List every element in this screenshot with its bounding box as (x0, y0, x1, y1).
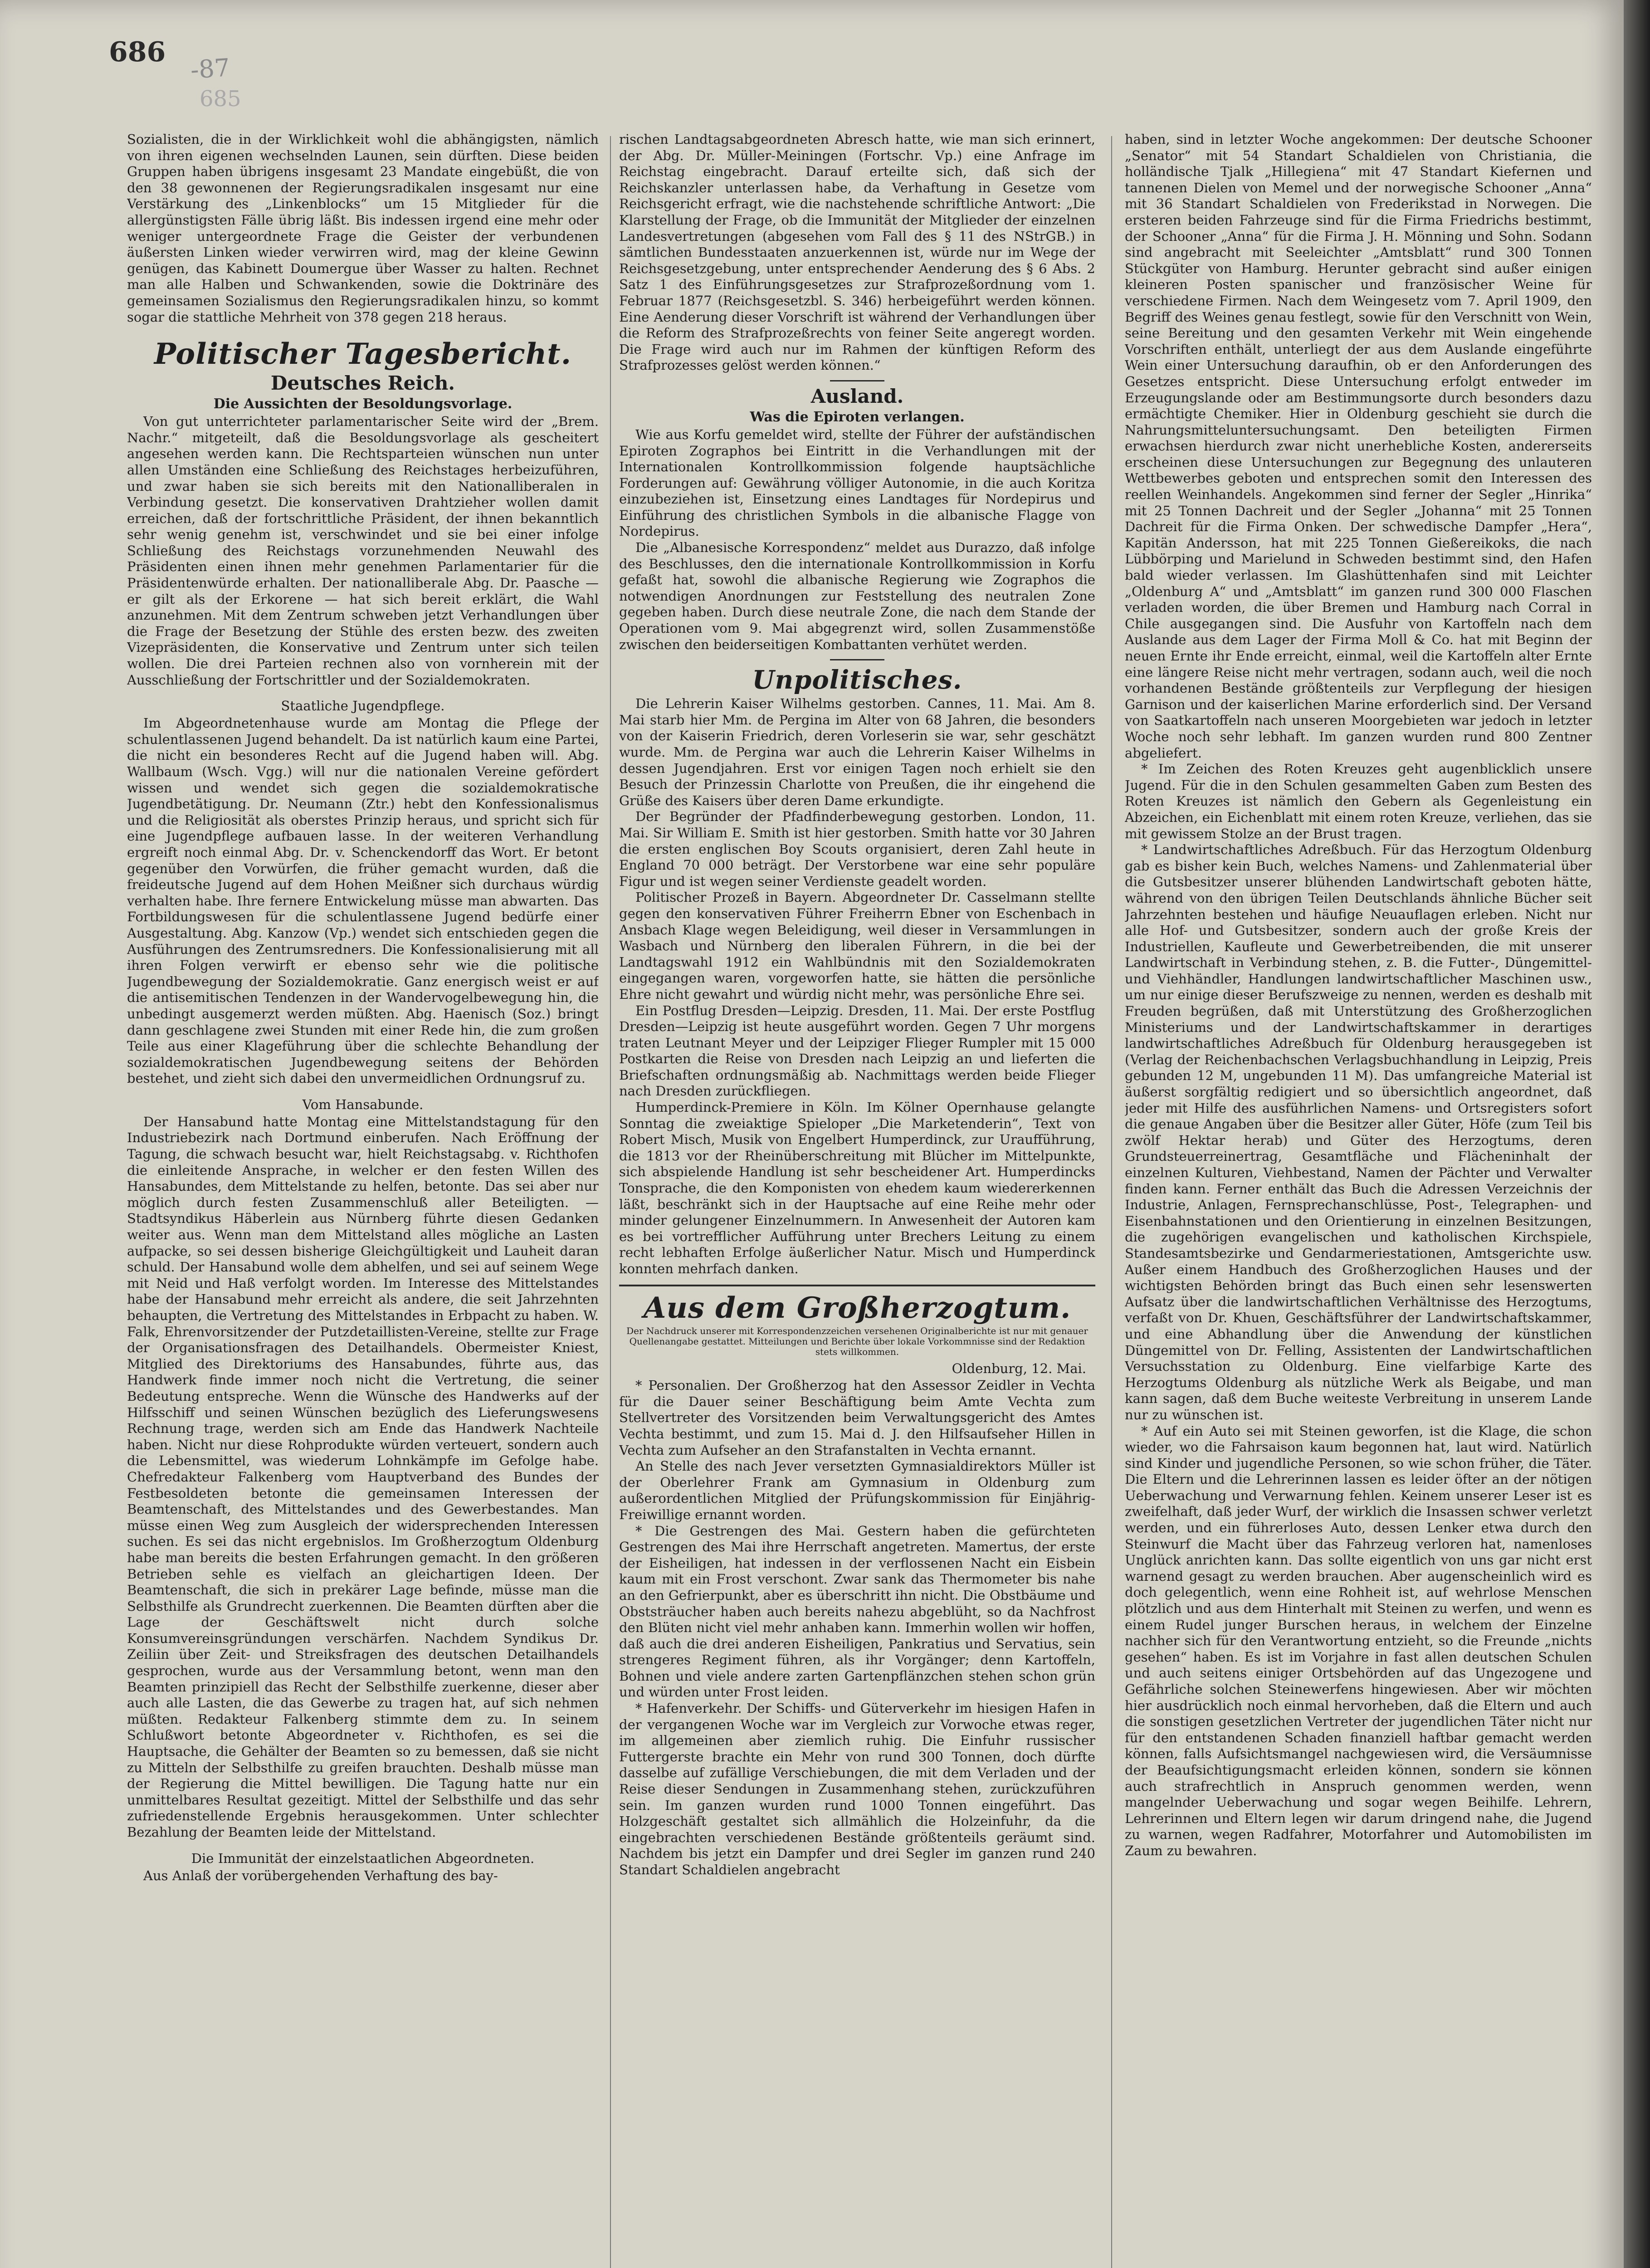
article-headline: Vom Hansabunde. (302, 1096, 424, 1112)
subsection-heading: Deutsches Reich. (270, 372, 455, 395)
column-3 (1125, 132, 1592, 2268)
page-edge-shadow (1624, 0, 1650, 2268)
article-headline: Was die Epiroten verlangen. (750, 409, 965, 425)
old-page-number: -87 (189, 53, 231, 84)
article-text: Sozialisten, die in der Wirklichkeit wohl die abhängigsten, nämlich von ihren eigenen wechselnden Launen, sein dürften. Diese beiden Gruppen haben übrigens insgesamt 23 Mandate eingebüßt, die von den 38 gewonnenen der Regierungsradikalen insgesamt nur eine Verstärkung des „Linkenblocks“ um 15 Mitglieder für die allergünstigsten Fälle übrig läßt. Bis indessen irgend eine mehr oder weniger untergeordnete Frage die Geister der verbundenen äußersten Linken wieder verwirren wird, mag der kleine Gewinn genügen, das Kabinett Doumergue über Wasser zu halten. Rechnet man alle Halben und Schwankenden, sowie die Doktrinäre des gemeinsamen Sozialismus den Regierungsradikalen hinzu, so kommt sogar die stattliche Mehrheit von 378 gegen 218 heraus. (127, 132, 599, 325)
article-text: * Im Zeichen des Roten Kreuzes geht augenblicklich unsere Jugend. Für die in den Schulen gesammelten Gaben zum Besten des Roten Kreuzes ist nämlich den Gebern als Gegenleistung ein Abzeichen, ein Eichenblatt mit einem roten Kreuze, verliehen, das sie mit gewissem Stolze an der Brust tragen. (1125, 761, 1592, 841)
section-heading: Politischer Tagesbericht. (154, 337, 572, 371)
column-divider (610, 136, 611, 2268)
column-divider (1111, 136, 1112, 2268)
article-text: * Auf ein Auto sei mit Steinen geworfen, ist die Klage, die schon wieder, wo die Fahrsaison kaum begonnen hat, laut wird. Natürlich sind Kinder und jugendliche Personen, so wie schon früher, die Täter. Die Eltern und die Lehrerinnen lassen es leider öfter an der nötigen Ueberwachung und Verwarnung fehlen. Keinem unserer Leser ist es zweifelhaft, daß jeder Wurf, der wirklich die Insassen schwer verletzt werden, und ein führerloses Auto, dessen Lenker etwa durch den Steinwurf die Macht über das Fahrzeug verloren hat, namenloses Unglück anrichten kann. Das sollte eigentlich von uns gar nicht erst warnend gesagt zu werden brauchen. Aber augenscheinlich wird es doch gelegentlich, wenn eine Rohheit ist, auf wehrlose Menschen plötzlich und aus dem Hinterhalt mit Steinen zu werfen, und wenn es einem Rudel junger Burschen heraus, in welchem der Einzelne nachher sich für den Verantwortung entzieht, so die Freunde „nichts gesehen“ haben. Es ist im Vorjahre in fast allen deutschen Schulen und auch seitens einiger Ortsbehörden auf das Ungezogene und Gefährliche solchen Steinewerfens hingewiesen. Aber wir möchten hier ausdrücklich noch einmal hervorheben, daß die Eltern und auch die sonstigen gesetzlichen Vertreter der jugendlichen Täter nicht nur für den entstandenen Schaden finanziell haftbar gemacht werden können, falls Aufsichtsmangel nachgewiesen wird, die Versäumnisse der Beaufsichtigungsmacht erleiden können, sondern sie können auch strafrechtlich in Anspruch genommen werden, wenn mangelnder Ueberwachung und sogar wegen Beihilfe. Lehrern, Lehrerinnen und Eltern legen wir darum dringend nahe, die Jugend zu warnen, wegen Radfahrer, Motorfahrer und Automobilisten im Zaum zu bewahren. (1125, 1423, 1592, 1858)
article-text: rischen Landtagsabgeordneten Abresch hatte, wie man sich erinnert, der Abg. Dr. Müller-Meiningen (Fortschr. Vp.) eine Anfrage im Reichstag eingebracht. Darauf erteilte sich, daß sich der Reichskanzler unterlassen habe, da Verhaftung in Gesetze vom Reichsgericht erfragt, wie die nachstehende schriftliche Antwort: „Die Klarstellung der Frage, ob die Immunität der Mitglieder der einzelnen Landesvertretungen (abgesehen vom Fall des § 11 des NStrGB.) in sämtlichen Bundesstaaten anzuerkennen ist, würde nur im Wege der Reichsgesetzgebung, unter entsprechender Aenderung des § 6 Abs. 2 Satz 1 des Einführungsgesetzes zur Strafprozeßordnung vom 1. Februar 1877 (Reichsgesetzbl. S. 346) herbeigeführt werden können. Eine Aenderung dieser Vorschrift ist während der Verhandlungen über die Reform des Strafprozeßrechts von feiner Seite angeregt worden. Die Frage wird auch nur im Rahmen der künftigen Reform des Strafprozesses gelöst werden können.“ (619, 132, 1095, 373)
article-text: An Stelle des nach Jever versetzten Gymnasialdirektors Müller ist der Oberlehrer Frank am Gymnasium in Oldenburg zum außerordentlichen Mitglied der Prüfungskommission für Einjährig-Freiwillige ernannt worden. (619, 1458, 1095, 1522)
article-text: * Hafenverkehr. Der Schiffs- und Güterverkehr im hiesigen Hafen in der vergangenen Woche war im Vergleich zur Vorwoche etwas reger, im allgemeinen aber ziemlich ruhig. Die Einfuhr russischer Futtergerste brachte ein Mehr von rund 300 Tonnen, doch dürfte dasselbe auf zufällige Verschiebungen, die mit dem Verladen und der Reise dieser Sendungen in Zusammenhang stehen, zurückzuführen sein. Im ganzen wurden rund 1000 Tonnen eingeführt. Das Holzgeschäft gestaltet sich allmählich die Holzeinfuhr, da die eingebrachten verschiedenen Bestände größtenteils geräumt sind. Nachdem bis jetzt ein Dampfer und drei Segler im ganzen rund 240 Standart Schaldielen angebracht (619, 1701, 1095, 1877)
old-page-number-2: 685 (200, 86, 241, 112)
separator-rule (830, 659, 884, 660)
article-text: haben, sind in letzter Woche angekommen: Der deutsche Schooner „Senator“ mit 54 Standart Schaldielen von Christiania, die holländische Tjalk „Hillegiena“ mit 47 Standart Kiefernen und tannenen Dielen von Memel und der norwegische Schooner „Anna“ mit 36 Standart Schaldielen von Frederikstad in Norwegen. Die ersteren beiden Fahrzeuge sind für die Firma Friedrichs bestimmt, der Schooner „Anna“ für die Firma J. H. Mönning und Sohn. Sodann sind angebracht mit Seeleichter „Amtsblatt“ rund 300 Tonnen Stückgüter von Hamburg. Herunter gebracht sind außer einigen kleineren Posten spanischer und französischer Weine für verschiedene Firmen. Nach dem Weingesetz vom 7. April 1909, den Begriff des Weines genau festlegt, sowie für den Verschnitt von Wein, seine Bereitung und den gesamten Verkehr mit Wein eingehende Vorschriften enthält, unterliegt der aus dem Auslande eingeführte Wein einer Untersuchung daraufhin, ob er den Anforderungen des Gesetzes entspricht. Diese Untersuchung erfolgt entweder im Erzeugungslande oder am Bestimmungsorte durch besonders dazu ermächtigte Chemiker. Hier in Oldenburg geschieht sie durch die Nahrungsmitteluntersuchungsamt. Den beteiligten Firmen erwachsen hierdurch zwar nicht unerhebliche Kosten, andererseits erscheinen diese Untersuchungen zur Begegnung des unlauteren Wettbewerbes geboten und entsprechen somit den Interessen des reellen Weinhandels. Angekommen sind ferner der Segler „Hinrika“ mit 25 Tonnen Dachreit und der Segler „Johanna“ mit 25 Tonnen Dachreit für die Firma Onken. Der schwedische Dampfer „Hera“, Kapitän Andersson, hat mit 225 Tonnen Gießereikoks, die nach Lübbörping und Marielund in Schweden bestimmt sind, den Hafen bald wieder verlassen. Im Glashüttenhafen sind mit Leichter „Oldenburg A“ und „Amtsblatt“ im ganzen rund 300 000 Flaschen verladen worden, die über Bremen und Hamburg nach Corral in Chile ausgegangen sind. Die Ausfuhr von Kartoffeln nach dem Auslande aus dem Lager der Firma Moll & Co. hat mit Beginn der neuen Ernte ihr Ende erreicht, einmal, weil die Kartoffeln alter Ernte eine längere Reise nicht mehr vertragen, sodann auch, weil die noch vorhandenen Bestände größtenteils zur Verpflegung der hiesigen Garnison und der kaiserlichen Marine erforderlich sind. Der Versand von Saatkartoffeln nach unseren Moorgebieten war jedoch in letzter Woche noch sehr lebhaft. Im ganzen wurden rund 800 Zentner abgeliefert. (1125, 132, 1592, 761)
article-text: Humperdinck-Premiere in Köln. Im Kölner Opernhause gelangte Sonntag die zweiaktige Spieloper „Die Marketenderin“, Text von Robert Misch, Musik von Engelbert Humperdinck, zur Uraufführung, die 1813 vor der Rheinüberschreitung mit Blücher im Mittelpunkte, sich abspielende Handlung ist sehr bescheidener Art. Humperdincks Tonsprache, die den Komponisten von ehedem kaum wiedererkennen läßt, beschränkt sich in der Hauptsache auf eine Reihe mehr oder minder gelungener Einzelnummern. In Anwesenheit der Autoren kam es bei vortrefflicher Aufführung unter Brechers Leitung zu einem recht lebhaften Erfolge äußerlicher Natur. Misch und Humperdinck konnten mehrfach danken. (619, 1100, 1095, 1276)
separator-rule (830, 380, 884, 381)
article-headline: Die Immunität der einzelstaatlichen Abgeordneten. (191, 1850, 535, 1866)
article-text: * Die Gestrengen des Mai. Gestern haben die gefürchteten Gestrengen des Mai ihre Herrschaft angetreten. Mamertus, der erste der Eisheiligen, hat indessen in der verflossenen Nacht ein Eisbein kaum mit ein Frost verschont. Zwar sank das Thermometer bis nahe an den Gefrierpunkt, aber es überschritt ihn nicht. Die Obstbäume und Obststräucher haben auch bereits nahezu abgeblüht, so da Nachfrost den Blüten nicht viel mehr anhaben kann. Immerhin wollen wir hoffen, daß auch die drei anderen Eisheiligen, Pankratius und Servatius, sein strengeres Regiment führen, als ihr Vorgänger; denn Kartoffeln, Bohnen und viele andere zarten Gartenpflänzchen stehen schon grün und würden unter Frost leiden. (619, 1523, 1095, 1700)
article-text: Der Hansabund hatte Montag eine Mittelstandstagung für den Industriebezirk nach Dortmund einberufen. Nach Eröffnung der Tagung, die schwach besucht war, hielt Reichstagsabg. v. Richthofen die einleitende Ansprache, in welcher er den festen Willen des Hansabundes, dem Mittelstande zu helfen, betonte. Das sei aber nur möglich durch festen Zusammenschluß aller Beteiligten. — Stadtsyndikus Häberlein aus Nürnberg führte diesen Gedanken weiter aus. Wenn man dem Mittelstand alles mögliche an Lasten aufpacke, so sei dessen bisherige Gleichgültigkeit und Lauheit daran schuld. Der Hansabund wolle dem abhelfen, und sei auf seinem Wege mit Neid und Haß verfolgt worden. Im Interesse des Mittelstandes habe der Hansabund mehr erreicht als andere, die seit Jahrzehnten behaupten, die Vertretung des Mittelstandes in Erbpacht zu haben. W. Falk, Ehrenvorsitzender der Putzdetaillisten-Vereine, stellte zur Frage der Organisationsfragen des Detailhandels. Obermeister Kniest, Mitglied des Direktoriums des Hansabundes, führte aus, das Handwerk finde immer noch nicht die Vertretung, die seiner Bedeutung entspreche. Wenn die Wünsche des Handwerks auf der Hilfsschiff und seinen Wünschen bezüglich des Lieferungswesens Rechnung trage, werden sich am Ende das Handwerk Nachteile haben. Nicht nur diese Rohprodukte würden verteuert, sondern auch die Lebensmittel, was wiederum Lohnkämpfe im Gefolge habe. Chefredakteur Falkenberg vom Hauptverband des Bundes der Festbesoldeten betonte die gemeinsamen Interessen der Beamtenschaft, des Mittelstandes und des Gewerbestandes. Man müsse einen Weg zum Ausgleich der widersprechenden Interessen suchen. Es sei das nicht ergebnislos. Im Großherzogtum Oldenburg habe man bereits die besten Erfahrungen gemacht. In den größeren Betrieben sehle es vielfach an gleichartigen Ideen. Der Beamtenschaft, die sich in prekärer Lage befinde, müsse man die Selbsthilfe als Grundrecht zuerkennen. Die Beamten dürften aber die Lage der Geschäftswelt nicht durch solche Konsumvereinsgründungen verschärfen. Nachdem Syndikus Dr. Zeiliin über Zeit- und Streiksfragen des deutschen Detailhandels gesprochen, wurde aus der Versammlung betont, wenn man den Beamten prinzipiell das Recht der Selbsthilfe zuerkenne, dieser aber auch alle Lasten, die das Gewerbe zu tragen hat, auf sich nehmen müßten. Redakteur Falkenberg stimmte dem zu. In seinem Schlußwort betonte Abgeordneter v. Richthofen, es sei die Hauptsache, die Gehälter der Beamten so zu bemessen, daß sie nicht zu Mitteln der Selbsthilfe zu greifen brauchten. Deshalb müsse man der Regierung die Mittel bewilligen. Die Tagung hatte nur ein unmittelbares Resultat gezeitigt. Mittel der Selbsthilfe und das sehr zufriedenstellende Ergebnis herausgekommen. Unter schlechter Bezahlung der Beamten leide der Mittelstand. (127, 1114, 599, 1840)
dateline: Oldenburg, 12. Mai. (952, 1360, 1086, 1376)
article-text: Im Abgeordnetenhause wurde am Montag die Pflege der schulentlassenen Jugend behandelt. Da ist natürlich kaum eine Partei, die nicht ein besonderes Recht auf die Jugend haben will. Abg. Wallbaum (Wsch. Vgg.) will nur die nationalen Vereine gefördert wissen und wendet sich gegen die sozialdemokratische Jugendbetätigung. Dr. Neumann (Ztr.) hebt den Konfessionalismus und die Religiosität als oberstes Prinzip heraus, und spricht sich für eine Jugendpflege aufbauen lasse. In der weiteren Verhandlung ergreift noch einmal Abg. Dr. v. Schenckendorff das Wort. Er betont gegenüber den Vorwürfen, die früher gemacht wurden, daß die freideutsche Jugend auf dem Hohen Meißner sich durchaus würdig verhalten habe. Ihre fernere Entwickelung müsse man abwarten. Das Fortbildungswesen für die schulentlassene Jugend bedürfe einer Ausgestaltung. Abg. Kanzow (Vp.) wendet sich entschieden gegen die Ausführungen des Zentrumsredners. Die Konfessionalisierung mit all ihren Folgen verwirft er ebenso sehr wie die politische Jugendbewegung der Sozialdemokratie. Ganz energisch weist er auf die antisemitischen Tendenzen in der Wandervogelbewegung hin, die unbedingt ausgemerzt werden müßten. Abg. Haenisch (Soz.) bringt dann geschlagene zwei Stunden mit einer Rede hin, die zum großen Teile aus einer Klageführung über die schlechte Behandlung der sozialdemokratischen Jugendbewegung seitens der Behörden bestehet, und zieht sich dabei den unvermeidlichen Ordnungsruf zu. (127, 715, 599, 1086)
article-text: Politischer Prozeß in Bayern. Abgeordneter Dr. Casselmann stellte gegen den konservativen Führer Freiherrn Ebner von Eschenbach in Ansbach Klage wegen Beleidigung, weil dieser in Versammlungen in Wasbach und Nürnberg den liberalen Führern, in die bei der Landtagswahl 1912 ein Wahlbündnis mit den Sozialdemokraten eingegangen waren, vorgeworfen hatte, sie hätten die persönliche Ehre nicht gewahrt und würdig nicht mehr, was persönliche Ehre sei. (619, 890, 1095, 1002)
separator-rule (619, 1285, 1095, 1286)
article-text: Die „Albanesische Korrespondenz“ meldet aus Durazzo, daß infolge des Beschlusses, den die internationale Kontrollkommission in Korfu gefaßt hat, sowohl die albanische Regierung wie Zographos die notwendigen Anordnungen zur Feststellung des neutralen Zone gegeben haben. Durch diese neutrale Zone, die nach dem Stande der Operationen vom 9. Mai abgegrenzt wird, sollen Zusammenstöße zwischen den beiderseitigen Kombattanten verhütet werden. (619, 540, 1095, 652)
article-text: Der Begründer der Pfadfinderbewegung gestorben. London, 11. Mai. Sir William E. Smith ist hier gestorben. Smith hatte vor 30 Jahren die ersten englischen Boy Scouts organisiert, deren Zahl heute in England 70 000 beträgt. Der Verstorbene war eine sehr populäre Figur und ist wegen seiner Verdienste geadelt worden. (619, 809, 1095, 889)
article-text: * Personalien. Der Großherzog hat den Assessor Zeidler in Vechta für die Dauer seiner Beschäftigung beim Amte Vechta zum Stellvertreter des Vorsitzenden beim Verwaltungsgericht des Amtes Vechta bestimmt, und zum 15. Mai d. J. den Hilfsaufseher Hillen in Vechta zum Aufseher an den Strafanstalten in Vechta ernannt. (619, 1378, 1095, 1458)
article-headline: Staatliche Jugendpflege. (281, 698, 445, 714)
article-text: Ein Postflug Dresden—Leipzig. Dresden, 11. Mai. Der erste Postflug Dresden—Leipzig ist heute ausgeführt worden. Gegen 7 Uhr morgens traten Leutnant Meyer und der Leipziger Flieger Rumpler mit 15 000 Postkarten die Reise von Dresden nach Leipzig an und lieferten die Briefschaften ordnungsmäßig ab. Nachmittags werden beide Flieger nach Dresden zurückfliegen. (619, 1002, 1095, 1099)
page-number: 686 (109, 36, 166, 68)
section-heading: Unpolitisches. (752, 665, 962, 695)
section-heading: Aus dem Großherzogtum. (643, 1290, 1071, 1325)
article-text: * Landwirtschaftliches Adreßbuch. Für das Herzogtum Oldenburg gab es bisher kein Buch, welches Namens- und Zahlenmaterial über die Gutsbesitzer unserer blühenden Landwirtschaft geboten hätte, während von den übrigen Teilen Deutschlands ähnliche Bücher seit Jahrzehnten bestehen und häufige Neuauflagen erleben. Nicht nur alle Hof- und Gutsbesitzer, sondern auch der große Kreis der Industriellen, Kaufleute und Gewerbetreibenden, die mit unserer Landwirtschaft in Verbindung stehen, z. B. die Futter-, Düngemittel- und Viehhändler, Handlungen landwirtschaftlicher Maschinen usw., um nur einige dieser Berufszweige zu nennen, werden es deshalb mit Freuden begrüßen, daß mit Unterstützung des Großherzoglichen Ministeriums und der Landwirtschaftskammer in derartiges landwirtschaftliches Adreßbuch für Oldenburg herausgegeben ist (Verlag der Reichenbachschen Verlagsbuchhandlung in Leipzig, Preis gebunden 12 M, ungebunden 11 M). Das umfangreiche Material ist äußerst sorgfältig redigiert und so übersichtlich angeordnet, daß jeder mit Hilfe des ausführlichen Namens- und Ortsregisters sofort die genaue Angaben über die Besitzer aller Güter, Höfe (zum Teil bis zwölf Hektar herab) und Güter des Herzogtums, deren Grundsteuerreinertrag, Gesamtfläche und Flächeninhalt der einzelnen Kulturen, Viehbestand, Namen der Pächter und Verwalter finden kann. Ferner enthält das Buch die Adressen Verzeichnis der Industrie, Anlagen, Fernsprechanschlüsse, Post-, Telegraphen- und Eisenbahnstationen und den Orientierung in einzelnen Besitzungen, die zugehörigen evangelischen und katholischen Kirchspiele, Standesamtsbezirke und Gendarmeriestationen, Amtsgerichte usw. Außer einem Handbuch des Großherzoglichen Hauses und der wichtigsten Behörden bringt das Buch einen sehr lesenswerten Aufsatz über die landwirtschaftlichen Verhältnisse des Herzogtums, verfaßt von Dr. Khuen, Geschäftsführer der Landwirtschaftskammer, und eine Abhandlung über die Anwendung der künstlichen Düngemittel von Dr. Felling, Assistenten der Landwirtschaftlichen Versuchsstation zu Oldenburg. Eine vielfarbige Karte des Herzogtums Oldenburg als nützliche Werk als Beigabe, und man kann sagen, daß dem Buche weiteste Verbreitung in unserem Lande nur zu wünschen ist. (1125, 842, 1592, 1422)
column-2 (619, 132, 1095, 2268)
article-text: Aus Anlaß der vorübergehenden Verhaftung des bay- (143, 1867, 498, 1883)
article-headline: Die Aussichten der Besoldungsvorlage. (213, 396, 513, 412)
article-text: Die Lehrerin Kaiser Wilhelms gestorben. Cannes, 11. Mai. Am 8. Mai starb hier Mm. de Pergina im Alter von 68 Jahren, die besonders von der Kaiserin Friedrich, deren Vorleserin sie war, sehr geschätzt wurde. Mm. de Pergina war auch die Lehrerin Kaiser Wilhelms in dessen Jugendjahren. Erst vor einigen Tagen noch erhielt sie den Besuch der Prinzessin Charlotte von Preußen, die ihr eingehend die Grüße des Kaisers über deren Dame erkundigte. (619, 696, 1095, 808)
column-1 (127, 132, 599, 2268)
article-text: Von gut unterrichteter parlamentarischer Seite wird der „Brem. Nachr.“ mitgeteilt, daß die Besoldungsvorlage als gescheitert angesehen werden kann. Die Rechtsparteien wünschen nun unter allen Umständen eine Schließung des Reichstages herbeizuführen, und zwar haben sie sich bereits mit den Nationalliberalen in Verbindung gesetzt. Die konservativen Drahtzieher wollen damit erreichen, daß der fortschrittliche Präsident, der ihnen bekanntlich sehr wenig genehm ist, verschwindet und sie bei einer infolge Schließung des Reichstags vorzunehmenden Neuwahl des Präsidenten einen ihnen mehr genehmen Parlamentarier für die Präsidentenwürde erhalten. Der nationalliberale Abg. Dr. Paasche — er gilt als der Erkorene — hat sich bereit erklärt, die Wahl anzunehmen. Mit dem Zentrum schweben jetzt Verhandlungen über die Frage der Besetzung der Stühle des ersten bezw. des zweiten Vizepräsidenten, die Konservative und Zentrum unter sich teilen wollen. Die drei Parteien rechnen also von vornherein mit der Ausschließung der Fortschrittler und der Sozialdemokraten. (127, 414, 599, 688)
subsection-heading: Ausland. (810, 385, 904, 407)
article-text: Wie aus Korfu gemeldet wird, stellte der Führer der aufständischen Epiroten Zographos bei Eintritt in die Verhandlungen mit der Internationalen Kontrollkommission folgende hauptsächliche Forderungen auf: Gewährung völliger Autonomie, in die auch Koritza einzubeziehen ist, Einsetzung eines Landtages für Nordepirus und Einführung des christlichen Symbols in die albanische Flagge von Nordepirus. (619, 426, 1095, 539)
reprint-note: Der Nachdruck unserer mit Korrespondenzzeichen versehenen Originalberichte ist nur mit genauer Quellenangabe gestattet. Mitteilungen und Berichte über lokale Vorkommnisse sind der Redaktion stets willkommen. (626, 1325, 1088, 1357)
